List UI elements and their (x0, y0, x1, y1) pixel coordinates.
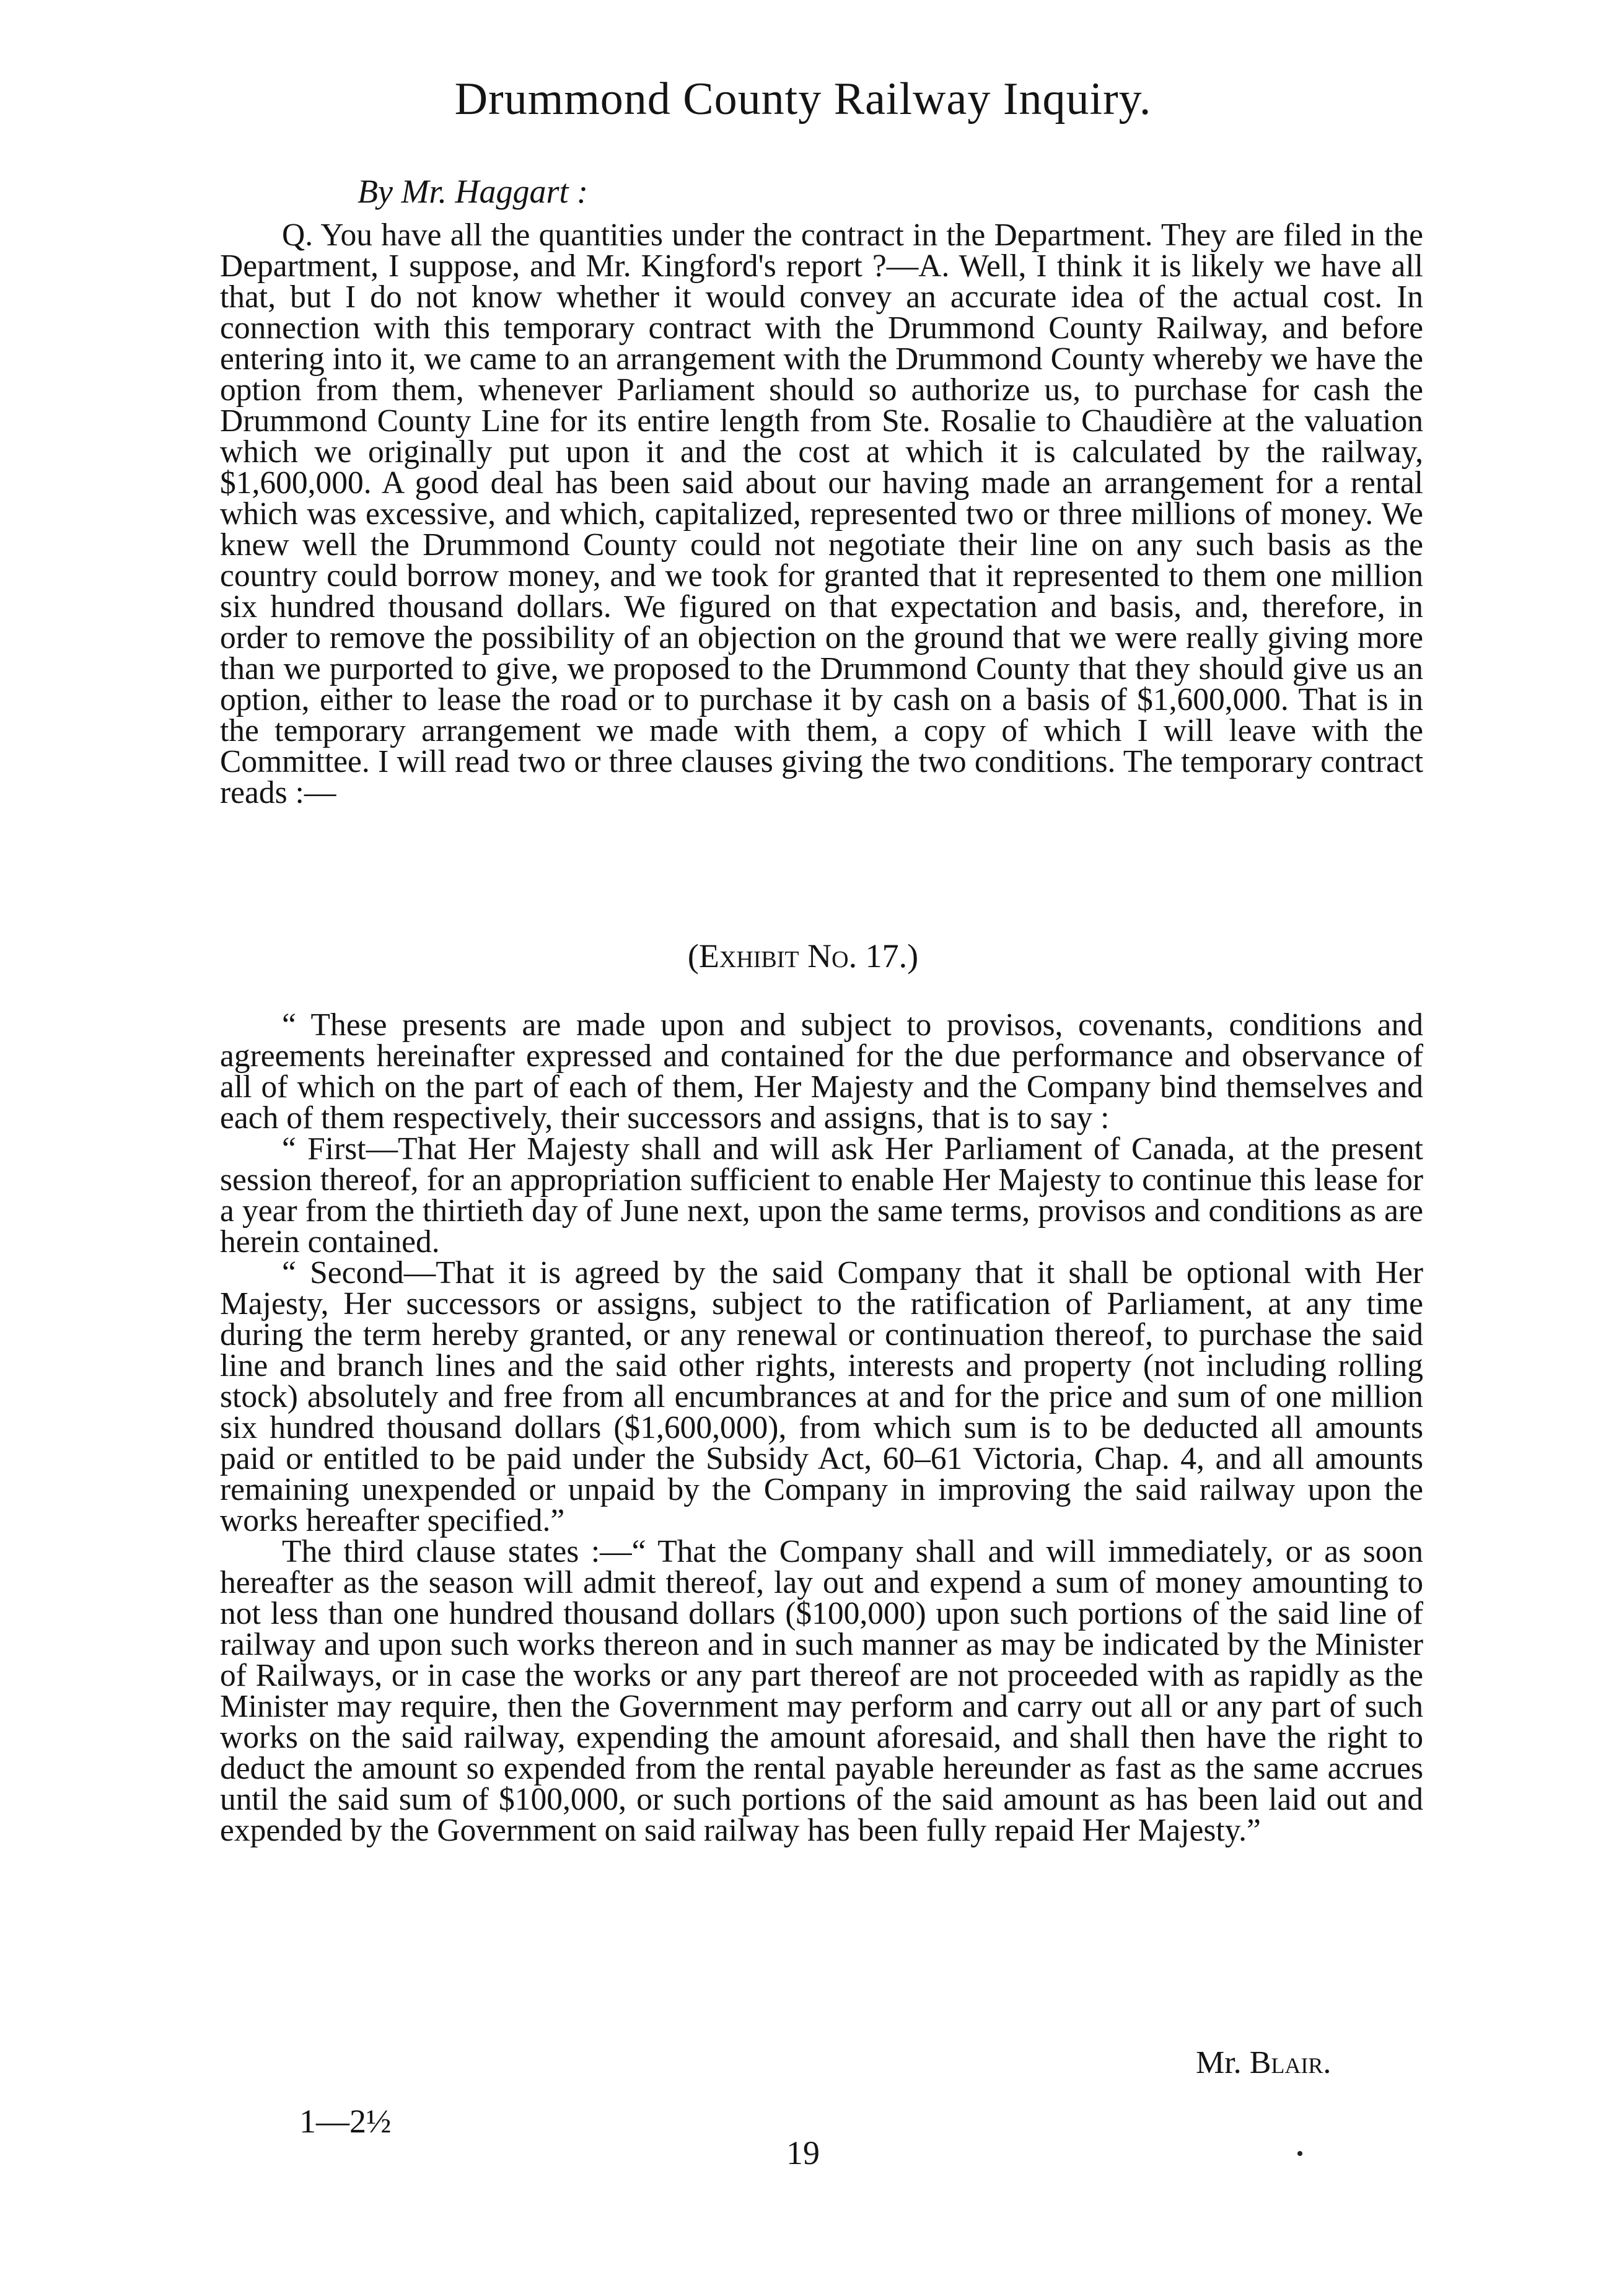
page-number: 19 (786, 2134, 820, 2171)
quote-second-clause: “ Second—That it is agreed by the said Company that it shall be optional with Her Majesty, Her successors or assigns, subject to the ratification of Parliament, at any time during the term hereby granted, or any renewal or continuation thereof, to purchase the said line and branch lines and the said other rights, interests and property (not including rolling stock) absolutely and free from all encumbrances at and for the price and sum of one million six hundred thousand dollars ($1,600,000), from which sum is to be deducted all amounts paid or entitled to be paid under the Subsidy Act, 60–61 Victoria, Chap. 4, and all amounts remaining unexpended or unpaid by the Company in improving the said railway upon the works hereafter specified.” (220, 1255, 1423, 1538)
exhibit-open-paren: ( (687, 937, 699, 975)
next-speaker-prefix: Mr. (1196, 2045, 1250, 2080)
quote-first-clause: “ First—That Her Majesty shall and will ask Her Parliament of Canada, at the present session thereof, for an appropriation sufficient to enable Her Majesty to continue this lease for a year from the thirtieth day of June next, upon the same terms, provisos and conditions as are herein contained. (220, 1131, 1423, 1260)
speaker-heading: By Mr. Haggart : (358, 173, 588, 210)
next-speaker-name: Blair. (1249, 2045, 1332, 2080)
testimony-answer (220, 217, 1423, 810)
contract-quotation (220, 1007, 1423, 1848)
exhibit-label: Exhibit No. (698, 937, 858, 975)
exhibit-number: 17.) (865, 937, 919, 975)
answer-paragraph: Q. You have all the quantities under the contract in the Department. They are filed in the Department, I suppose, and Mr. Kingford's report ?—A. Well, I think it is likely we have all that, but I do not know whether it would convey an accurate idea of the actual cost. In connection with this temporary contract with the Drummond County Railway, and before entering into it, we came to an arrangement with the Drummond County whereby we have the option from them, whenever Parliament should so authorize us, to purchase for cash the Drummond County Line for its entire length from Ste. Rosalie to Chaudière at the valuation which we originally put upon it and the cost at which it is calculated by the railway, $1,600,000. A good deal has been said about our having made an arrangement for a rental which was excessive, and which, capitalized, represented two or three millions of money. We knew well the Drummond County could not negotiate their line on any such basis as the country could borrow money, and we took for granted that it represented to them one million six hundred thousand dollars. We figured on that expectation and basis, and, therefore, in order to remove the possibility of an objection on the ground that we were really giving more than we purported to give, we proposed to the Drummond County that they should give us an option, either to lease the road or to purchase it by cash on a basis of $1,600,000. That is in the temporary arrangement we made with them, a copy of which I will leave with the Committee. I will read two or three clauses giving the two conditions. The temporary contract reads :— (220, 217, 1423, 810)
print-speck (1297, 2151, 1302, 2156)
next-speaker (1196, 2044, 1331, 2081)
exhibit-heading (0, 937, 1606, 975)
quote-preamble: “ These presents are made upon and subject to provisos, covenants, conditions and agreements hereinafter expressed and contained for the due performance and observance of all of which on the part of each of them, Her Majesty and the Company bind themselves and each of them respectively, their successors and assigns, that is to say : (220, 1007, 1423, 1136)
signature-mark: 1—2½ (299, 2103, 392, 2140)
page-title: Drummond County Railway Inquiry. (454, 74, 1152, 125)
quote-third-clause: The third clause states :—“ That the Company shall and will immediately, or as soon hereafter as the season will admit thereof, lay out and expend a sum of money amounting to not less than one hundred thousand dollars ($100,000) upon such portions of the said line of railway and upon such works thereon and in such manner as may be indicated by the Minister of Railways, or in case the works or any part thereof are not proceeded with as rapidly as the Minister may require, then the Government may perform and carry out all or any part of such works on the said railway, expending the amount aforesaid, and shall then have the right to deduct the amount so expended from the rental payable hereunder as fast as the same accrues until the said sum of $100,000, or such portions of the said amount as has been laid out and expended by the Government on said railway has been fully repaid Her Majesty.” (220, 1534, 1423, 1848)
